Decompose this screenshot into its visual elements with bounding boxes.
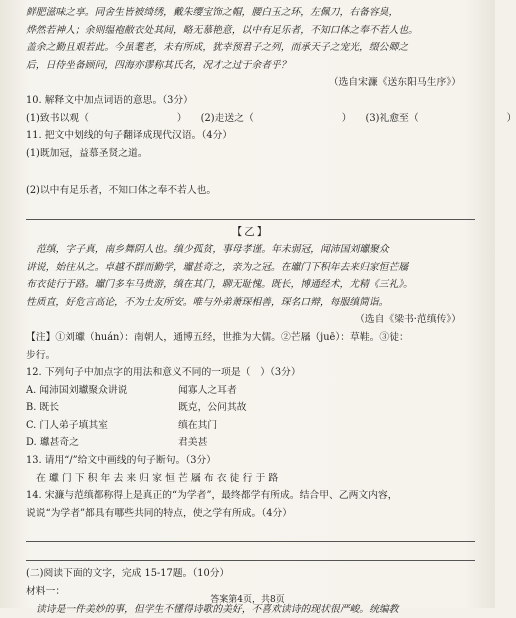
q12-option-a-left: A. 闻沛国刘瓛聚众讲说 [26, 384, 128, 396]
passage-a-line-4: 后，日侍坐备顾问，四海亦谬称其氏名，况才之过于余者乎？ [26, 59, 291, 71]
q12-option-c-right: 缜在其门 [178, 419, 218, 431]
q12-option-c-left: C. 门人弟子填其室 [26, 419, 108, 431]
q10-item-1: (1)致书以观（ [26, 112, 89, 124]
q12-option-a-right: 闻寡人之耳者 [178, 384, 237, 396]
passage-a-line-3: 盖余之勤且艰若此。今虽耄老，未有所成，犹幸预君子之列，而承天子之宠光，缀公卿之 [26, 42, 409, 54]
q14-line-1: 14. 宋濂与范缜都称得上是真正的“为学者”，最终都学有所成。结合甲、乙两文内容， [26, 490, 398, 502]
q11-sentence-1: (1)既加冠，益慕圣贤之道。 [26, 147, 148, 159]
note-line-2: 步行。 [26, 349, 56, 361]
passage-b-title: 【乙】 [231, 225, 270, 238]
section2-material-label: 材料一： [26, 586, 66, 598]
q10-item-2-close: ） [341, 112, 352, 124]
answer-line [26, 527, 475, 542]
q11-stem: 11. 把文中划线的句子翻译成现代汉语。（4分） [26, 130, 233, 142]
q12-option-c [26, 417, 475, 435]
q10-item-1-close: ） [176, 112, 187, 124]
passage-b-line-1: 范缜，字子真，南乡舞阴人也。缜少孤贫，事母孝谨。年未弱冠，闻沛国刘瓛聚众 [36, 243, 389, 255]
q10-item-3-close: ） [506, 112, 516, 124]
note-line-1: 【注】①刘瓛（huán）：南朝人，通博五经，世推为大儒。②芒屩（juē）：草鞋。③徒： [26, 331, 409, 343]
q12-option-d-left: D. 瓛甚奇之 [26, 437, 79, 449]
q13-stem: 13. 请用“/”给文中画线的句子断句。（3分） [26, 455, 217, 467]
q14-line-2: 说说“为学者”都具有哪些共同的特点，使之学有所成。（4分） [26, 507, 293, 519]
q11-sentence-2: (2)以中有足乐者，不知口体之奉不若人也。 [26, 185, 217, 197]
q12-stem: 12. 下列句子中加点字的用法和意义不同的一项是（ ）（3分） [26, 367, 301, 379]
q12-option-b-left: B. 既长 [26, 402, 60, 414]
answer-line [26, 546, 475, 561]
section2-title: (二)阅读下面的文字，完成 15-17题。（10分） [26, 568, 230, 580]
passage-b-line-3: 布衣徒行于路。瓛门多车马贵游，缜在其门，聊无耻愧。既长，博通经术，尤精《三礼》。 [26, 279, 413, 291]
passage-a-source: （选自宋濂《送东阳马生序》） [328, 77, 461, 89]
q13-sentence: 在 瓛 门 下 积 年 去 来 归 家 恒 芒 屩 布 衣 徒 行 于 路 [36, 472, 279, 484]
q12-option-d-right: 君美甚 [178, 437, 208, 449]
q10-stem: 10. 解释文中加点词语的意思。（3分） [26, 94, 193, 106]
answer-line [26, 205, 475, 220]
passage-a-line-2: 烨然若神人；余则缊袍敝衣处其间，略无慕艳意，以中有足乐者，不知口体之奉不若人也。 [26, 24, 418, 36]
passage-b-line-2: 讲说，始往从之。卓越不群而勤学，瓛甚奇之，亲为之冠。在瓛门下积年去来归家恒芒屩 [26, 261, 409, 273]
q12-option-d [26, 434, 475, 452]
q10-items [26, 110, 516, 128]
q10-item-3: (3)礼愈至（ [365, 112, 419, 124]
passage-a-line-1: 鲜肥滋味之享。同舍生皆被绮绣，戴朱缨宝饰之帽，腰白玉之环，左佩刀，右备容臭， [26, 7, 399, 18]
section2-text: 读诗是一件美妙的事，但学生不懂得诗歌的美好，不喜欢读诗的现状很严峻。统编教 [36, 603, 399, 615]
passage-b-source: （选自《梁书·范缜传》） [355, 314, 461, 326]
passage-b-line-4: 性质直，好危言高论，不为士友所安。唯与外弟萧琛相善，琛名口辩，每服缜简诣。 [26, 296, 389, 308]
q12-option-b-right: 既克，公问其故 [178, 402, 247, 414]
q10-item-2: (2)走送之（ [200, 112, 254, 124]
page-footer: 答案第4页，共8页 [210, 595, 285, 605]
q12-option-b [26, 399, 475, 417]
q12-option-a [26, 382, 475, 400]
